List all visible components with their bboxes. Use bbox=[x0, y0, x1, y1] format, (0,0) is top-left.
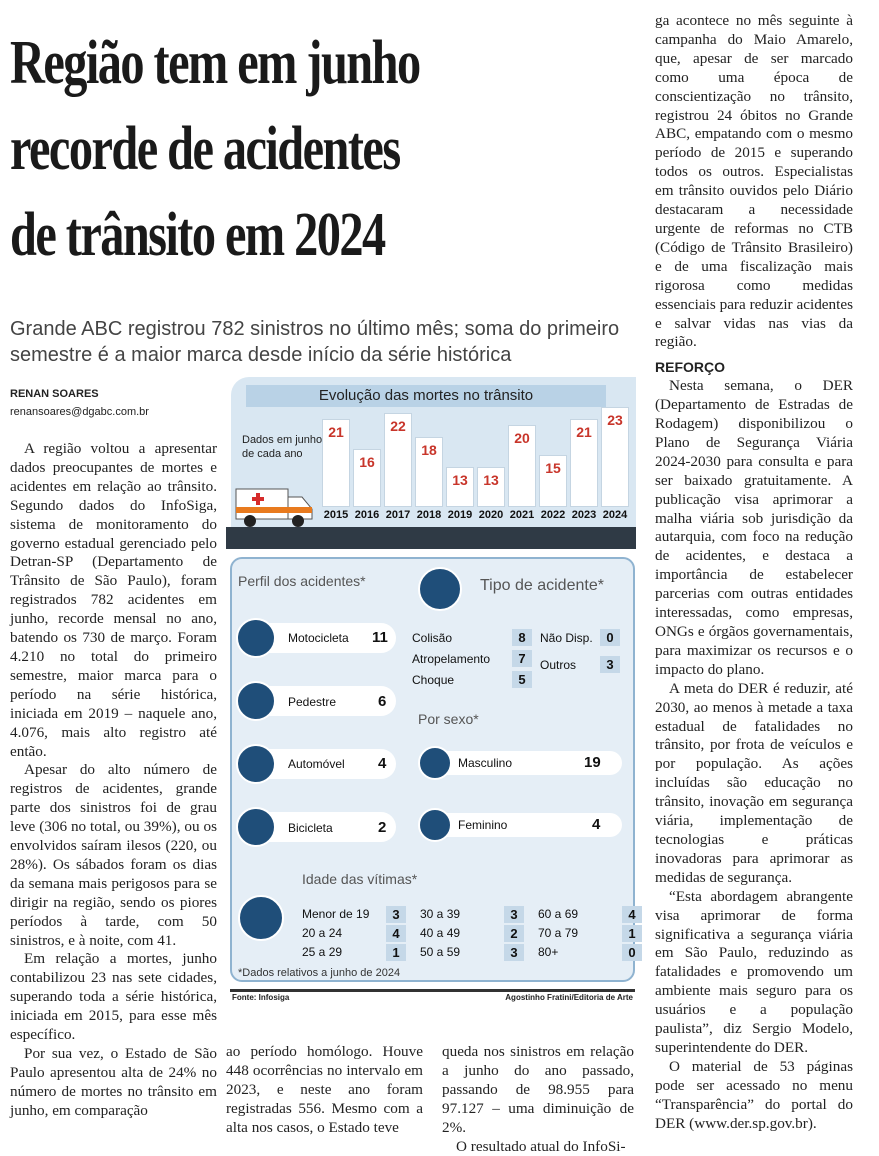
chart-title: Evolução das mortes no trânsito bbox=[246, 385, 606, 407]
chart-bar: 13 bbox=[477, 467, 505, 507]
accident-type-title: Tipo de acidente* bbox=[480, 577, 604, 594]
chart-year-label: 2022 bbox=[540, 509, 566, 521]
type-label: Outros bbox=[540, 658, 577, 672]
age-value: 1 bbox=[386, 944, 406, 961]
car-icon bbox=[236, 744, 276, 784]
age-value: 3 bbox=[504, 944, 524, 961]
paragraph: O material de 53 páginas pode ser acessado no menu “Transparência” do portal do DER (www.der.sp.gov.br). bbox=[655, 1057, 853, 1132]
paragraph: Por sua vez, o Estado de São Paulo apresentou alta de 24% no número de mortes no trânsito em junho, em comparação bbox=[10, 1045, 217, 1119]
paragraph: Em relação a mortes, junho contabilizou 23 nas sete cidades, superando toda a série histórica, iniciada em 2015, para esse mês específico. bbox=[10, 950, 217, 1044]
paragraph: O resultado atual do InfoSi- bbox=[456, 1137, 626, 1155]
type-label: Atropelamento bbox=[412, 652, 491, 666]
age-label: Menor de 19 bbox=[302, 907, 370, 921]
credits-bar bbox=[230, 989, 635, 1003]
profile-value: 2 bbox=[378, 819, 387, 836]
age-label: 50 a 59 bbox=[420, 945, 461, 959]
profile-value: 6 bbox=[378, 693, 387, 710]
sex-value: 4 bbox=[592, 816, 601, 833]
age-label: 20 a 24 bbox=[302, 926, 343, 940]
profile-title: Perfil dos acidentes* bbox=[238, 573, 366, 589]
accident-type-icon bbox=[418, 567, 462, 611]
chart-year-label: 2019 bbox=[447, 509, 473, 521]
pedestrian-icon bbox=[236, 681, 276, 721]
profile-label: Motocicleta bbox=[288, 631, 349, 645]
paragraph: Nesta semana, o DER (Departamento de Estradas de Rodagem) disponibilizou o Plano de Segurança Viária 2024-2030 para consulta e para ser baixado gratuitamente. A publicação visa aprimorar a malha viária sob jurisdição da autarquia, com foco na redução de acidentes, e destaca a importância de estabelecer parcerias com outras entidades interessadas, como empresas, ONGs e órgãos governamentais, para maximizar os recursos e o impacto do plano. bbox=[655, 377, 853, 678]
stats-panel bbox=[230, 557, 635, 982]
ambulance-icon bbox=[234, 479, 314, 529]
age-label: 25 a 29 bbox=[302, 945, 343, 959]
art-credit: Agostinho Fratini/Editoria de Arte bbox=[505, 993, 633, 1002]
chart-year-label: 2016 bbox=[354, 509, 380, 521]
type-label: Colisão bbox=[412, 631, 453, 645]
paragraph: Apesar do alto número de registros de acidentes, grande parte dos sinistros foi de grau leve (306 no total, ou 39%), ou os envolvidos saíram ilesos (220, ou 28%). Os sábados foram os dias da semana mais perigosos para se dirigir na região, sendo os piores períodos à tarde, com 50 sinistros, e à noite, com 41. bbox=[10, 761, 217, 949]
chart-year-label: 2024 bbox=[602, 509, 628, 521]
type-value: 8 bbox=[512, 629, 532, 646]
chart-year-label: 2015 bbox=[323, 509, 349, 521]
article-column-4 bbox=[655, 12, 853, 1133]
age-title: Idade das vítimas* bbox=[302, 871, 418, 887]
chart-bar: 18 bbox=[415, 437, 443, 507]
bicycle-icon bbox=[236, 807, 276, 847]
chart-bar: 22 bbox=[384, 413, 412, 507]
type-label: Choque bbox=[412, 673, 455, 687]
age-value: 2 bbox=[504, 925, 524, 942]
chart-bar: 13 bbox=[446, 467, 474, 507]
type-value: 5 bbox=[512, 671, 532, 688]
headline-line-2: recorde de acidentes bbox=[10, 115, 400, 183]
chart-note: Dados em junho de cada ano bbox=[242, 434, 323, 460]
infographic bbox=[226, 377, 636, 1007]
age-value: 3 bbox=[386, 906, 406, 923]
headline-line-3: de trânsito em 2024 bbox=[10, 201, 385, 269]
people-icon bbox=[238, 895, 284, 941]
type-value: 3 bbox=[600, 656, 620, 673]
sex-label: Feminino bbox=[458, 818, 508, 832]
female-icon bbox=[418, 808, 452, 842]
headline bbox=[10, 20, 634, 278]
headline-line-1: Região tem em junho bbox=[10, 29, 420, 97]
chart-year-label: 2023 bbox=[571, 509, 597, 521]
age-label: 40 a 49 bbox=[420, 926, 461, 940]
article-column-3 bbox=[442, 1043, 634, 1156]
age-value: 1 bbox=[622, 925, 642, 942]
sex-value: 19 bbox=[584, 754, 601, 771]
author-name: RENAN SOARES bbox=[10, 388, 99, 400]
paragraph: “Esta abordagem abrangente visa aprimorar de forma significativa a segurança viária em São Paulo, reduzindo as fatalidades e promovendo um ambiente mais seguro para os usuários e a população paulista”, diz Sergio Modelo, superintendente do DER. bbox=[655, 887, 853, 1056]
chart-bar: 23 bbox=[601, 407, 629, 507]
sex-title: Por sexo* bbox=[418, 711, 479, 727]
chart-bar: 15 bbox=[539, 455, 567, 507]
chart-year-label: 2018 bbox=[416, 509, 442, 521]
type-value: 0 bbox=[600, 629, 620, 646]
age-label: 70 a 79 bbox=[538, 926, 579, 940]
deaths-chart bbox=[226, 377, 636, 552]
paragraph: A região voltou a apresentar dados preocupantes de mortes e acidentes em relação ao trânsito. Segundo dados do InfoSiga, sistema de monitoramento do governo estadual gerenciado pelo Detran-SP (Departamento de Trânsito de São Paulo), foram registrados 782 acidentes em junho, recorde mensal no ano, batendo os 730 de março. Foram 4.210 no total do primeiro semestre, maior marca para o período na série histórica, iniciada em 2019 – naquele ano, 4.076, mais alto registro até então. bbox=[10, 440, 217, 760]
age-value: 4 bbox=[622, 906, 642, 923]
profile-value: 4 bbox=[378, 755, 387, 772]
paragraph: ao período homólogo. Houve 448 ocorrências no intervalo em 2023, e neste ano foram registradas 556. Mesmo com a alta nos casos, o Estado teve bbox=[226, 1043, 423, 1136]
paragraph: ga acontece no mês seguinte à campanha do Maio Amarelo, que, apesar de ser marcado como uma época de conscientização no trânsito, registrou 24 óbitos no Grande ABC, empatando com o mesmo período de 2015 e superando todos os outros. Especialistas em trânsito ouvidos pelo Diário destacaram a necessidade urgente de reformas no CTB (Código de Trânsito Brasileiro) e de uma fiscalização mais rigorosa como medidas essenciais para reduzir acidentes e salvar vidas nas vias da região. bbox=[655, 12, 853, 351]
type-value: 7 bbox=[512, 650, 532, 667]
chart-year-label: 2021 bbox=[509, 509, 535, 521]
chart-bar: 21 bbox=[322, 419, 350, 507]
profile-label: Pedestre bbox=[288, 695, 337, 709]
age-value: 4 bbox=[386, 925, 406, 942]
subheadline: Grande ABC registrou 782 sinistros no último mês; soma do primeiro semestre é a maior marca desde início da série histórica bbox=[10, 318, 620, 366]
source: Fonte: Infosiga bbox=[232, 993, 290, 1002]
chart-year-label: 2017 bbox=[385, 509, 411, 521]
chart-bar: 20 bbox=[508, 425, 536, 507]
type-label: Não Disp. bbox=[540, 631, 593, 645]
profile-label: Bicicleta bbox=[288, 821, 333, 835]
male-icon bbox=[418, 746, 452, 780]
age-value: 3 bbox=[504, 906, 524, 923]
chart-year-label: 2020 bbox=[478, 509, 504, 521]
chart-bar: 21 bbox=[570, 419, 598, 507]
paragraph: A meta do DER é reduzir, até 2030, ao menos à metade a taxa estadual de fatalidades no trânsito, por frota de veículos e por população. As ações incluídas são educação no trânsito, inovação em segurança viária, implementação de tecnologias e práticas inovadoras para aprimorar as medidas de segurança. bbox=[655, 679, 853, 886]
motorcycle-icon bbox=[236, 618, 276, 658]
sex-label: Masculino bbox=[458, 756, 513, 770]
chart-bar: 16 bbox=[353, 449, 381, 507]
age-label: 80+ bbox=[538, 945, 559, 959]
article-column-2 bbox=[226, 1043, 423, 1138]
section-heading: REFORÇO bbox=[655, 359, 725, 376]
road bbox=[226, 527, 636, 549]
age-label: 60 a 69 bbox=[538, 907, 579, 921]
age-label: 30 a 39 bbox=[420, 907, 461, 921]
footnote: *Dados relativos a junho de 2024 bbox=[238, 967, 401, 979]
article-column-1 bbox=[10, 440, 217, 1121]
author-email[interactable]: renansoares@dgabc.com.br bbox=[10, 406, 149, 418]
profile-value: 11 bbox=[372, 629, 388, 646]
profile-label: Automóvel bbox=[288, 757, 345, 771]
age-value: 0 bbox=[622, 944, 642, 961]
paragraph: queda nos sinistros em relação a junho do ano passado, passando de 98.955 para 97.127 – uma diminuição de 2%. bbox=[442, 1043, 634, 1136]
